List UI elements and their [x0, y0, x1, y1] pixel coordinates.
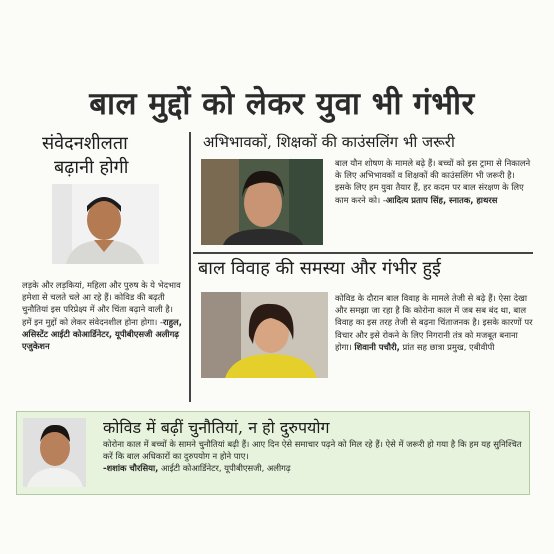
middle-right-body: [335, 292, 533, 353]
top-right-signature: आदित्य प्रताप सिंह, स्नातक, हाथरस: [385, 194, 498, 205]
bottom-box: [16, 411, 530, 495]
left-title-line1: संवेदनशीलता: [42, 133, 128, 154]
bottom-title: कोविड में बढ़ीं चुनौतियां, न हो दुरुपयोग: [103, 418, 330, 437]
middle-right-title: बाल विवाह की समस्या और गंभीर हुई: [198, 258, 441, 279]
middle-right-signature: शिवानी पचौरी,: [354, 341, 400, 352]
top-right-body-text: बाल यौन शोषण के मामले बढ़े हैं। बच्चों को इस ट्रामा से निकालने के लिए अभिभावकों व शिक्षकों की काउंसलिंग भी जरूरी है। इसके लिए हम युवा तैयार हैं, हर कदम पर बाल संरक्षण के लिए काम करने को। -: [335, 158, 531, 205]
shivani-photo: [201, 292, 328, 378]
left-body: [22, 279, 182, 352]
rahul-photo: [52, 184, 159, 264]
left-title-line2: बढ़ानी होगी: [54, 157, 129, 178]
top-right-body: [335, 157, 533, 206]
headline: बाल मुद्दों को लेकर युवा भी गंभीर: [89, 86, 475, 122]
section-divider: [193, 252, 533, 254]
bottom-signature-rest: आईटी कोआर्डिनेटर, यूपीबीएसजी, अलीगढ़: [158, 463, 291, 474]
left-body-text: लड़के और लड़कियां, महिला और पुरुष के ये भेदभाव हमेशा से चलते चले आ रहे हैं। कोविड की बढ़ती चुनौतियां इस परिप्रेक्ष्य में और चिंता बढ़ाने वाली है। हमें इन मुद्दों को लेकर संवेदनशील होना होगा। -: [22, 280, 181, 327]
bottom-signature: -शशांक चौरसिया,: [103, 463, 159, 474]
shashank-photo: [23, 418, 86, 487]
left-signature: राहुल, असिस्टेंट आईटी कोआर्डिनेटर, यूपीबीएसजी अलीगढ़ एजुकेशन: [22, 316, 182, 352]
middle-right-signature-rest: प्रांत सह छात्रा प्रमुख, एबीवीपी: [399, 341, 495, 352]
aditya-photo: [201, 159, 323, 245]
column-divider: [189, 132, 191, 402]
middle-right-body-text: कोविड के दौरान बाल विवाह के मामले तेजी से बढ़े हैं। ऐसा देखा और समझा जा रहा है कि कोरोना काल में जब सब बंद था, बाल विवाह का इस तरह तेजी से बढ़ना चिंताजनक है। इसके कारणों पर विचार और इसे रोकने के लिए निगरानी तंत्र को मजबूत बनाना होगा।: [335, 293, 533, 352]
top-right-title: अभिभावकों, शिक्षकों की काउंसलिंग भी जरूरी: [203, 133, 455, 151]
bottom-body: [103, 438, 523, 475]
bottom-body-text: कोरोना काल में बच्चों के सामने चुनौतियां बढ़ी हैं। आए दिन ऐसे समाचार पढ़ने को मिल रहे हैं। ऐसे में जरूरी हो गया है कि हम यह सुनिश्चित करें कि बाल अधिकारों का दुरुपयोग न होने पाए।: [103, 439, 522, 462]
